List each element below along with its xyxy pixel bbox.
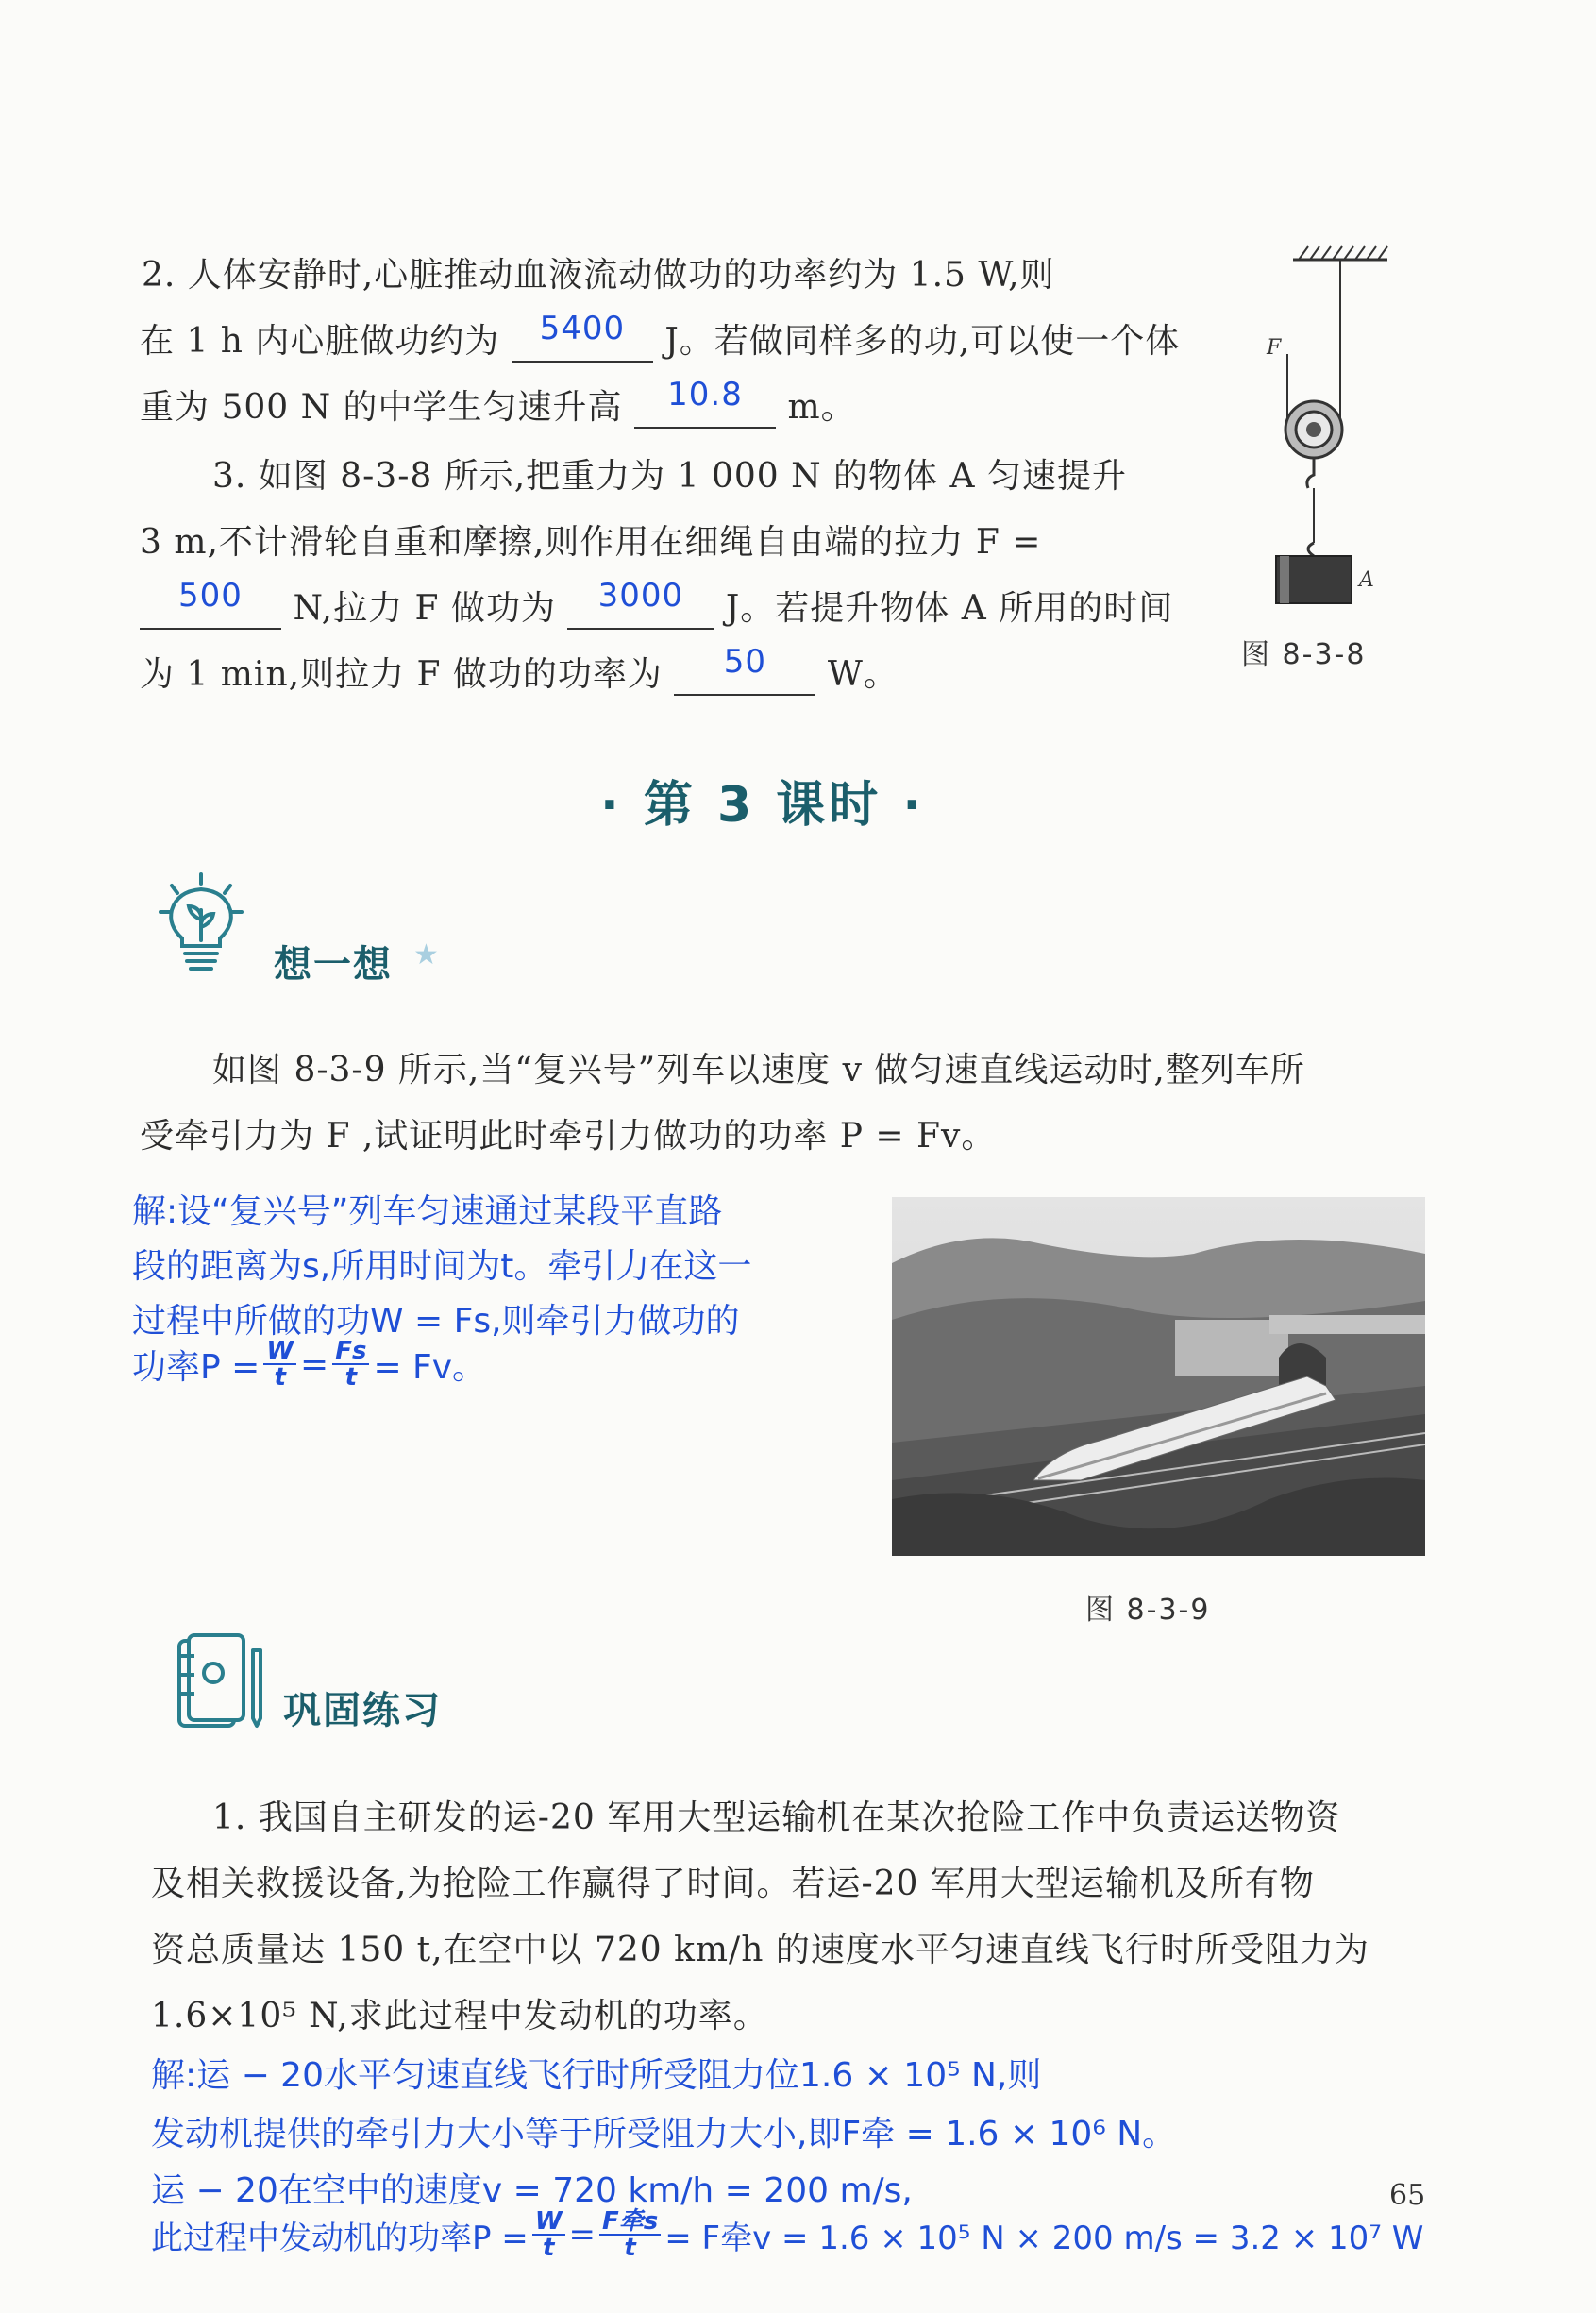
q3-line1: 3. 如图 8-3-8 所示,把重力为 1 000 N 的物体 A 匀速提升 [212, 457, 1127, 496]
think-sol4-pre: 功率P = [132, 1347, 260, 1387]
practice-solution-line3: 运 − 20在空中的速度v = 720 km/h = 200 m/s, [151, 2171, 913, 2210]
think-line1: 如图 8-3-9 所示,当“复兴号”列车以速度 v 做匀速直线运动时,整列车所 [212, 1051, 1305, 1089]
page-number: 65 [1389, 2179, 1426, 2212]
train-photo [892, 1197, 1425, 1556]
fraction-fqs-over-t [599, 2209, 661, 2260]
q2-line2-post: J。若做同样多的功,可以使一个体 [664, 322, 1181, 361]
think-heading: 想一想 [274, 943, 393, 987]
practice-line3: 资总质量达 150 t,在空中以 720 km/h 的速度水平匀速直线飞行时所受阻力为 [151, 1931, 1369, 1969]
think-solution-line4: 功率P = $\frac{W}{t}$ = $\frac{Fs}{t}$ = Fv。 [132, 1337, 487, 1392]
q3-blank1[interactable] [140, 577, 281, 630]
lightbulb-icon [159, 870, 244, 974]
q3-blank2[interactable] [567, 577, 714, 630]
frac-den: t [542, 2234, 555, 2262]
practice-solution-line2: 发动机提供的牵引力大小等于所受阻力大小,即F牵 = 1.6 × 10⁶ N。 [151, 2115, 1177, 2153]
object-label: A [1359, 568, 1374, 592]
q3-answer1: 500 [178, 577, 243, 615]
q2-answer1: 5400 [539, 310, 626, 347]
q3-blank3[interactable] [674, 643, 815, 696]
q3-line4-pre: 为 1 min,则拉力 F 做功的功率为 [140, 655, 663, 694]
frac-den: t [624, 2234, 636, 2262]
q3-answer3: 50 [723, 643, 767, 681]
think-solution-line1: 解:设“复兴号”列车匀速通过某段平直路 [132, 1192, 723, 1231]
q2-line2-pre: 在 1 h 内心脏做功约为 [140, 322, 500, 361]
lesson-title: · 第 3 课时 · [600, 777, 926, 834]
practice-line4: 1.6×10⁵ N,求此过程中发动机的功率。 [151, 1997, 768, 2035]
fraction-fs-over-t [332, 1339, 369, 1390]
q2-line3-post: m。 [787, 388, 856, 427]
fraction-w-over-t [263, 1339, 296, 1390]
frac-num: W [532, 2209, 565, 2236]
frac-num: F牵s [599, 2209, 661, 2236]
practice-heading: 巩固练习 [283, 1689, 442, 1732]
q3-line3 [140, 577, 1174, 630]
star-icon: ★ [413, 938, 439, 971]
think-line2: 受牵引力为 F ,试证明此时牵引力做功的功率 P = Fv。 [140, 1117, 997, 1156]
q2-line2 [140, 310, 1181, 363]
q2-blank1[interactable] [512, 310, 653, 363]
q3-answer2: 3000 [597, 577, 684, 615]
q2-answer2: 10.8 [667, 376, 743, 414]
fraction-w-over-t [532, 2209, 565, 2260]
practice-line1: 1. 我国自主研发的运-20 军用大型运输机在某次抢险工作中负责运送物资 [212, 1798, 1341, 1837]
practice-solution-line1: 解:运 − 20水平匀速直线飞行时所受阻力位1.6 × 10⁵ N,则 [151, 2056, 1042, 2095]
notebook-icon [172, 1631, 266, 1735]
frac-den: t [274, 1363, 286, 1392]
force-label: F [1267, 336, 1282, 360]
frac-num: W [263, 1339, 296, 1365]
q3-line4-post: W。 [827, 655, 899, 694]
practice-solution-line4: 此过程中发动机的功率P = $\frac{W}{t}$ = $\frac{\text{F牵s}}{t}$ = F牵v = 1.6 × 10⁵ N × 200 m/s = 3.2 × 10⁷ W [151, 2207, 1424, 2262]
think-solution-line2: 段的距离为s,所用时间为t。牵引力在这一 [132, 1247, 752, 1286]
q2-line3 [140, 376, 856, 429]
frac-num: Fs [332, 1339, 369, 1365]
pulley-figure [1227, 241, 1416, 618]
frac-den: t [344, 1363, 358, 1392]
think-solution-line3: 过程中所做的功W = Fs,则牵引力做功的 [132, 1302, 740, 1341]
figure-caption-838: 图 8-3-8 [1241, 638, 1367, 671]
practice-sol4-post: = F牵v = 1.6 × 10⁵ N × 200 m/s = 3.2 × 10⁷ W [664, 2219, 1424, 2257]
q2-line3-pre: 重为 500 N 的中学生匀速升高 [140, 388, 623, 427]
q3-line3-post: J。若提升物体 A 所用的时间 [725, 589, 1174, 628]
q2-blank2[interactable] [634, 376, 776, 429]
q3-line4 [140, 643, 899, 696]
q3-line3-mid: N,拉力 F 做功为 [293, 589, 556, 628]
q3-line2: 3 m,不计滑轮自重和摩擦,则作用在细绳自由端的拉力 F = [140, 523, 1042, 562]
practice-line2: 及相关救援设备,为抢险工作赢得了时间。若运-20 军用大型运输机及所有物 [151, 1865, 1315, 1903]
figure-caption-839: 图 8-3-9 [1085, 1594, 1211, 1627]
q2-line1: 2. 人体安静时,心脏推动血液流动做功的功率约为 1.5 W,则 [142, 256, 1055, 295]
practice-sol4-pre: 此过程中发动机的功率P = [151, 2219, 529, 2257]
think-sol4-post: = Fv。 [373, 1347, 487, 1387]
